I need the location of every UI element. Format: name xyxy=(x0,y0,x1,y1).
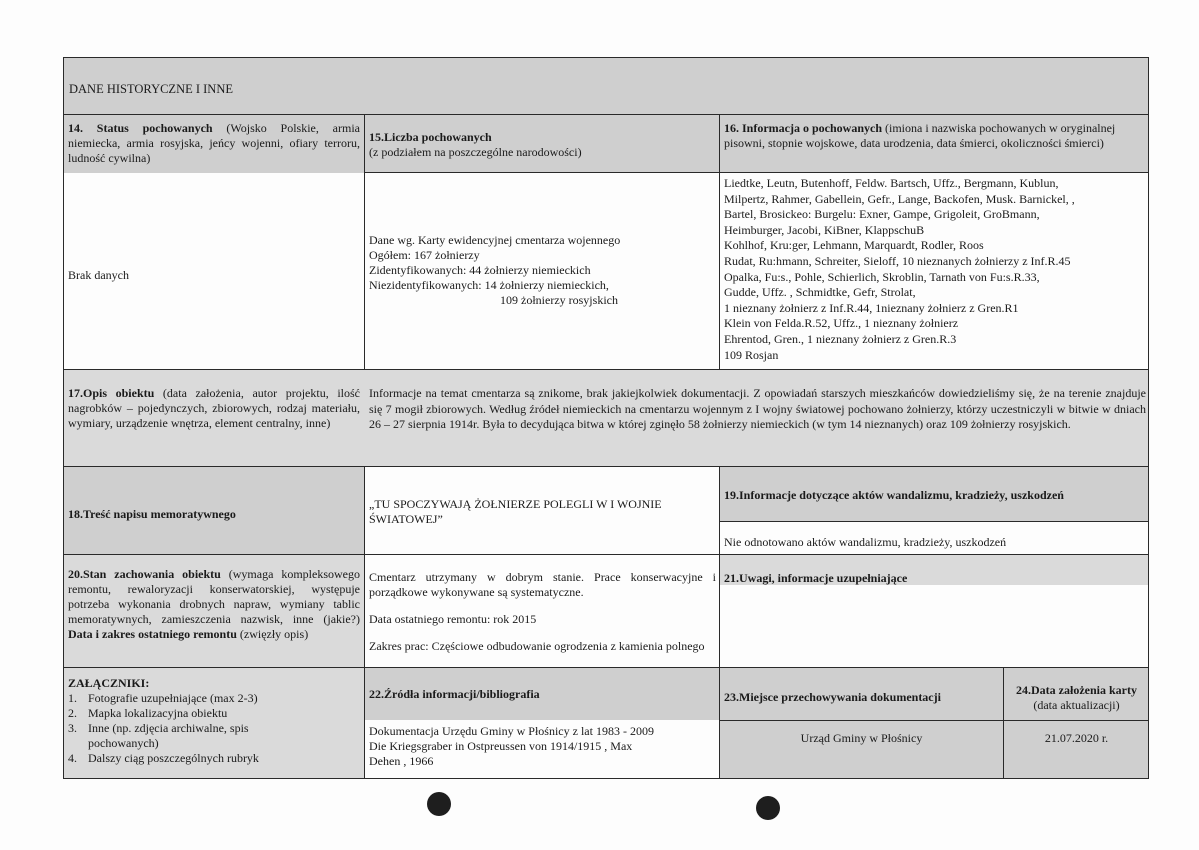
attachment-item xyxy=(68,706,360,721)
attachment-number: 2. xyxy=(68,706,77,720)
s20-heading2-title: Data i zakres ostatniego remontu xyxy=(68,627,237,641)
section-title: DANE HISTORYCZNE I INNE xyxy=(69,82,233,96)
s22-line: Die Kriegsgraber in Ostpreussen von 1914/1915 , Max xyxy=(369,739,633,753)
punch-hole xyxy=(756,796,780,820)
attachment-number: 1. xyxy=(68,691,77,705)
divider xyxy=(365,172,1149,173)
s20-heading-desc: (wymaga kompleksowego remontu, rewaloryzacji konserwatorskiej, występuje potrzeba wykonania drobnych napraw, wymiany tablic memoratywnych, zamieszczenia nazwisk, inne (jakie?) xyxy=(68,567,360,626)
divider xyxy=(1003,667,1004,778)
s20-paragraph: Data ostatniego remontu: rok 2015 xyxy=(369,612,537,626)
s15-heading-title: 15.Liczba pochowanych xyxy=(369,130,492,144)
s21-heading: 21.Uwagi, informacje uzupełniające xyxy=(724,571,908,585)
divider xyxy=(63,114,1149,115)
s20-heading2-desc: (zwięzły opis) xyxy=(236,627,309,641)
s15-line: 109 żołnierzy rosyjskich xyxy=(500,293,618,307)
s15-value xyxy=(369,233,715,308)
s16-line: Ehrentod, Gren., 1 nieznany żołnierz z Gren.R.3 xyxy=(724,331,957,346)
attachment-item xyxy=(68,691,360,706)
divider xyxy=(719,114,720,369)
s16-line: Klein von Felda.R.52, Uffz., 1 nieznany żołnierz xyxy=(724,316,959,331)
s24-heading-title: 24.Data założenia karty xyxy=(1016,683,1137,697)
s23-value: Urząd Gminy w Płośnicy xyxy=(800,731,923,745)
attachment-text: Inne (np. zdjęcia archiwalne, spis pochowanych) xyxy=(88,721,249,750)
attachment-item xyxy=(68,751,360,766)
s20-paragraph: Cmentarz utrzymany w dobrym stanie. Prace konserwacyjne i porządkowe wykonywane są systematyczne. xyxy=(369,570,716,599)
s17-heading-title: 17.Opis obiektu xyxy=(68,386,155,400)
divider xyxy=(720,521,1149,522)
s16-line: Kohlhof, Kru:ger, Lehmann, Marquardt, Rodler, Roos xyxy=(724,238,984,253)
s16-heading xyxy=(724,121,1144,151)
attachment-number: 4. xyxy=(68,751,77,765)
s20-value xyxy=(369,570,716,654)
s16-line: Rudat, Ru:hmann, Schreiter, Sieloff, 10 nieznanych żołnierzy z Inf.R.45 xyxy=(724,253,1071,268)
s20-heading xyxy=(68,567,360,642)
attachments-heading: ZAŁĄCZNIKI: xyxy=(68,676,150,690)
attachment-text: Dalszy ciąg poszczególnych rubryk xyxy=(88,751,259,765)
attachment-item xyxy=(68,721,360,751)
s16-line: Milpertz, Rahmer, Gabellein, Gefr., Lange, Backofen, Musk. Barnickel, , xyxy=(724,191,1075,206)
s16-line: 109 Rosjan xyxy=(724,347,779,362)
s22-line: Dokumentacja Urzędu Gminy w Płośnicy z lat 1983 - 2009 xyxy=(369,724,654,738)
s24-heading-desc: (data aktualizacji) xyxy=(1033,698,1120,712)
punch-hole xyxy=(427,792,451,816)
divider xyxy=(63,667,1149,668)
s15-line: Dane wg. Karty ewidencyjnej cmentarza wojennego xyxy=(369,233,621,247)
attachment-text: Fotografie uzupełniające (max 2-3) xyxy=(88,691,258,705)
divider xyxy=(63,369,1149,370)
s14-heading-desc: (Wojsko Polskie, armia niemiecka, armia rosyjska, jeńcy wojenni, ofiary terroru, ludność cywilna) xyxy=(68,121,360,165)
s15-heading xyxy=(369,130,715,160)
divider xyxy=(364,114,365,369)
s18-heading: 18.Treść napisu memoratywnego xyxy=(68,507,236,521)
s16-line: 1 nieznany żołnierz z Inf.R.44, 1nieznany żołnierz z Gren.R1 xyxy=(724,300,1019,315)
s16-line: Gudde, Uffz. , Schmidtke, Gefr, Strolat, xyxy=(724,285,916,300)
s22-heading: 22.Źródła informacji/bibliografia xyxy=(369,687,540,701)
s16-line: Opalka, Fu:s., Pohle, Schierlich, Skroblin, Tarnath von Fu:s.R.33, xyxy=(724,269,1040,284)
s14-heading-title: 14. Status pochowanych xyxy=(68,121,213,135)
s15-line: Ogółem: 167 żołnierzy xyxy=(369,248,480,262)
s15-line: Zidentyfikowanych: 44 żołnierzy niemieckich xyxy=(369,263,591,277)
s17-value: Informacje na temat cmentarza są znikome, brak jakiejkolwiek dokumentacji. Z opowiadań starszych mieszkańców dowiedzieliśmy się, że na terenie znajduje się 7 mogił zbiorowych. Według źródeł niemieckich na cmentarzu wojennym z I wojny światowej pochowano żołnierzy, którzy uczestniczyli w bitwie w dniach 26 – 27 sierpnia 1914r. Była to decydująca bitwa w której zginęło 58 żołnierzy niemieckich (w tym 14 nieznanych) oraz 109 żołnierzy rosyjskich. xyxy=(369,386,1146,431)
s22-line: Dehen , 1966 xyxy=(369,754,434,768)
s14-value: Brak danych xyxy=(68,268,129,282)
section-header xyxy=(63,57,1149,114)
s16-heading-title: 16. Informacja o pochowanych xyxy=(724,121,882,135)
attachment-text: Mapka lokalizacyjna obiektu xyxy=(88,706,228,720)
s16-value xyxy=(724,176,1146,363)
s24-heading xyxy=(1006,683,1147,713)
s24-value: 21.07.2020 r. xyxy=(1044,731,1109,745)
attachment-number: 3. xyxy=(68,721,77,735)
s16-line: Bartel, Brosickeo: Burgelu: Exner, Gampe, Grigoleit, GroBmann, xyxy=(724,207,1040,222)
s17-heading xyxy=(68,386,360,431)
s16-line: Heimburger, Jacobi, KiBner, KlappschuB xyxy=(724,222,925,237)
s19-value: Nie odnotowano aktów wandalizmu, kradzieży, uszkodzeń xyxy=(724,535,1007,549)
attachments xyxy=(68,676,360,766)
s16-heading-desc: (imiona i nazwiska pochowanych w oryginalnej pisowni, stopnie wojskowe, data urodzenia, data śmierci, okoliczności śmierci) xyxy=(724,121,1116,150)
divider xyxy=(720,720,1149,721)
s23-heading: 23.Miejsce przechowywania dokumentacji xyxy=(724,690,941,704)
s15-line: Niezidentyfikowanych: 14 żołnierzy niemieckich, xyxy=(369,278,609,292)
s22-value xyxy=(369,724,715,769)
s15-heading-desc: (z podziałem na poszczególne narodowości) xyxy=(369,145,582,159)
divider xyxy=(63,554,1149,555)
divider xyxy=(63,466,1149,467)
s16-line: Liedtke, Leutn, Butenhoff, Feldw. Bartsch, Uffz., Bergmann, Kublun, xyxy=(724,176,1059,190)
s20-paragraph: Zakres prac: Częściowe odbudowanie ogrodzenia z kamienia polnego xyxy=(369,639,705,653)
s14-heading xyxy=(68,121,360,166)
divider xyxy=(364,466,365,778)
s18-value: „TU SPOCZYWAJĄ ŻOŁNIERZE POLEGLI W I WOJNIE ŚWIATOWEJ” xyxy=(369,497,662,526)
s20-heading-title: 20.Stan zachowania obiektu xyxy=(68,567,221,581)
s17-heading-desc: (data założenia, autor projektu, ilość nagrobków – pojedynczych, zbiorowych, rodzaj materiału, wymiary, urządzenie wnętrza, element centralny, inne) xyxy=(68,386,360,430)
s19-heading: 19.Informacje dotyczące aktów wandalizmu, kradzieży, uszkodzeń xyxy=(724,488,1064,502)
